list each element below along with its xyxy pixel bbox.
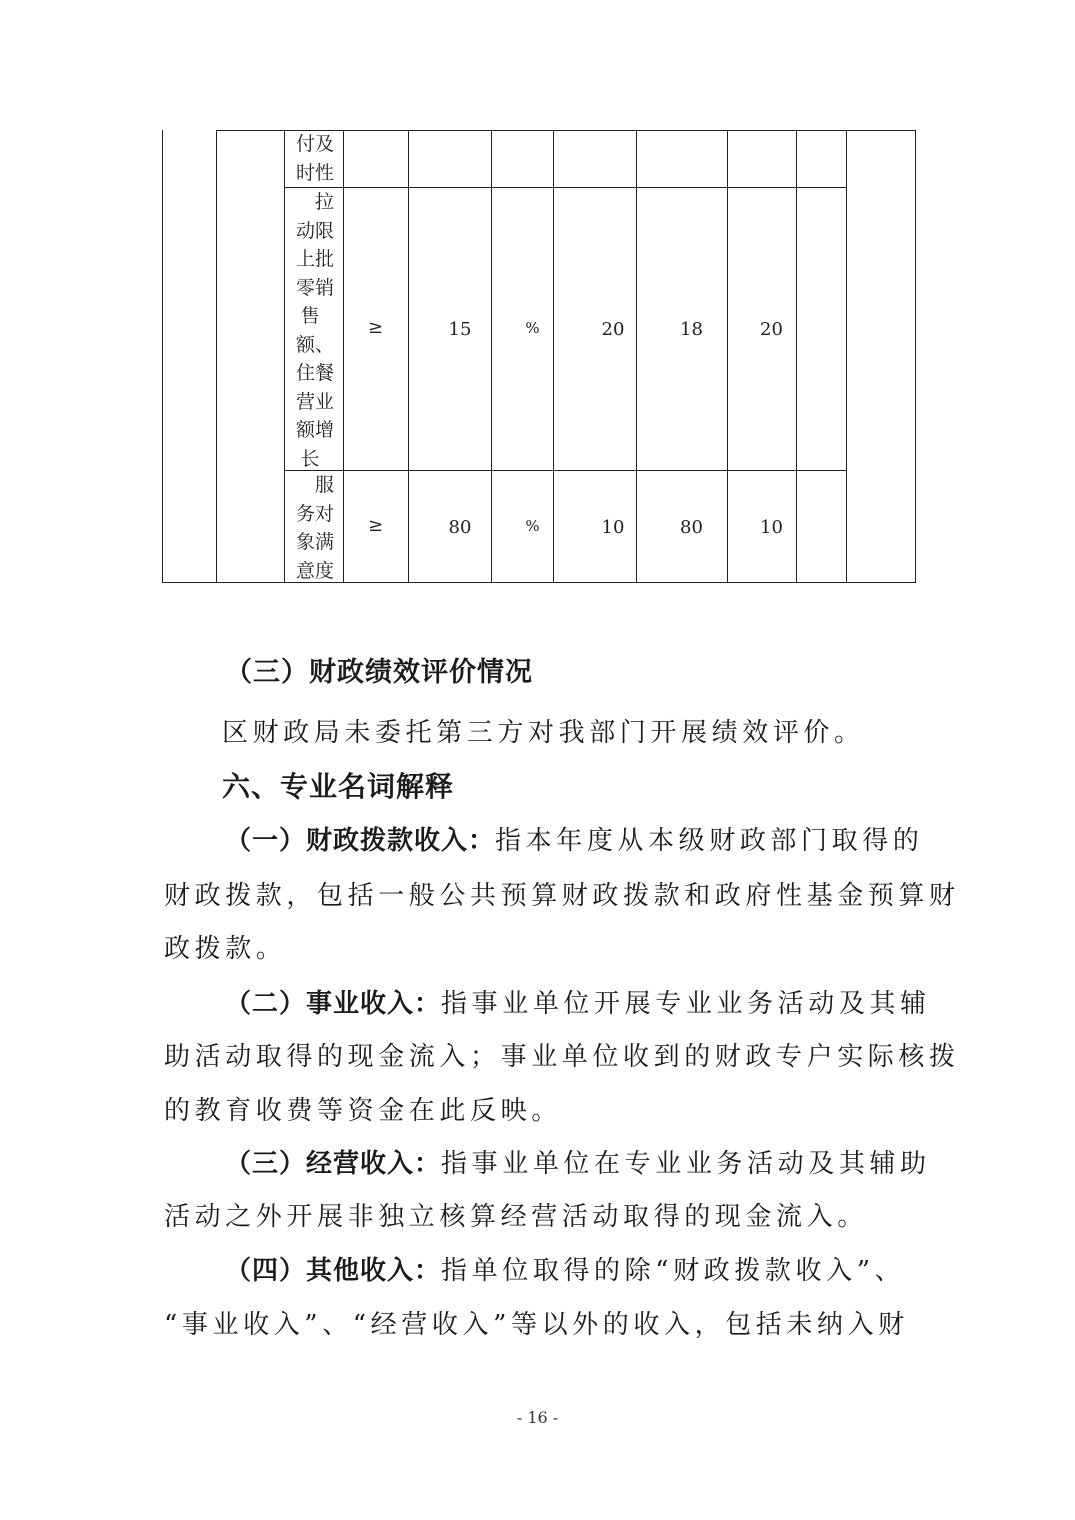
weight-cell: 20 (601, 319, 625, 340)
term-definition: （四）其他收入：指单位取得的除“财政拨款收入”、 (225, 1256, 906, 1286)
table-border (915, 130, 916, 583)
table-border (846, 130, 847, 583)
indicator-cell: 拉 动限 上批 零销 售 额、 住餐 营业 额增 长 (295, 191, 334, 470)
term-definition-line: “事业收入”、“经营收入”等以外的收入，包括未纳入财 (164, 1310, 909, 1340)
actual-cell: 18 (680, 319, 703, 340)
term-label: （一）财政拨款收入： (225, 826, 496, 856)
score-cell: 10 (760, 517, 783, 538)
table-border (636, 130, 637, 583)
table-border (408, 130, 409, 583)
unit-cell: % (525, 517, 540, 535)
actual-cell: 80 (680, 517, 703, 538)
term-label: （四）其他收入： (225, 1256, 442, 1286)
target-cell: 80 (448, 517, 472, 538)
table-border (284, 470, 846, 471)
section-heading: （三）财政绩效评价情况 (225, 657, 533, 688)
term-definition: （一）财政拨款收入：指本年度从本级财政部门取得的 (225, 826, 924, 856)
operator-cell: ≥ (367, 317, 384, 338)
table-border (162, 582, 916, 583)
term-definition-line: 财政拨款，包括一般公共预算财政拨款和政府性基金预算财 (164, 881, 960, 911)
indicator-cell: 付及 时性 (295, 133, 334, 184)
page-number: - 16 - (516, 1408, 559, 1427)
target-cell: 15 (448, 319, 472, 340)
term-definition-line: 助活动取得的现金流入；事业单位收到的财政专户实际核拨 (164, 1042, 960, 1072)
table-border (216, 130, 217, 583)
table-border (727, 130, 728, 583)
score-cell: 20 (760, 319, 783, 340)
term-definition: （三）经营收入：指事业单位在专业业务活动及其辅助 (225, 1149, 931, 1179)
performance-table (0, 0, 1075, 600)
weight-cell: 10 (601, 517, 625, 538)
section-paragraph: 区财政局未委托第三方对我部门开展绩效评价。 (222, 718, 865, 748)
table-border (284, 130, 285, 583)
term-label: （三）经营收入： (225, 1149, 442, 1179)
table-border (796, 130, 797, 583)
term-label: （二）事业收入： (225, 989, 442, 1019)
term-definition: （二）事业收入：指事业单位开展专业业务活动及其辅 (225, 989, 931, 1019)
table-border (284, 187, 846, 188)
table-row (286, 130, 334, 187)
unit-cell: % (525, 319, 540, 337)
term-definition-line: 的教育收费等资金在此反映。 (164, 1096, 562, 1126)
chapter-heading: 六、专业名词解释 (222, 770, 455, 803)
table-border (491, 130, 492, 583)
table-border (553, 130, 554, 583)
term-definition-line: 政拨款。 (164, 934, 287, 964)
operator-cell: ≥ (367, 515, 384, 536)
term-definition-line: 活动之外开展非独立核算经营活动取得的现金流入。 (164, 1202, 868, 1232)
indicator-cell: 服 务对 象满 意度 (295, 474, 334, 582)
table-border (162, 130, 163, 583)
